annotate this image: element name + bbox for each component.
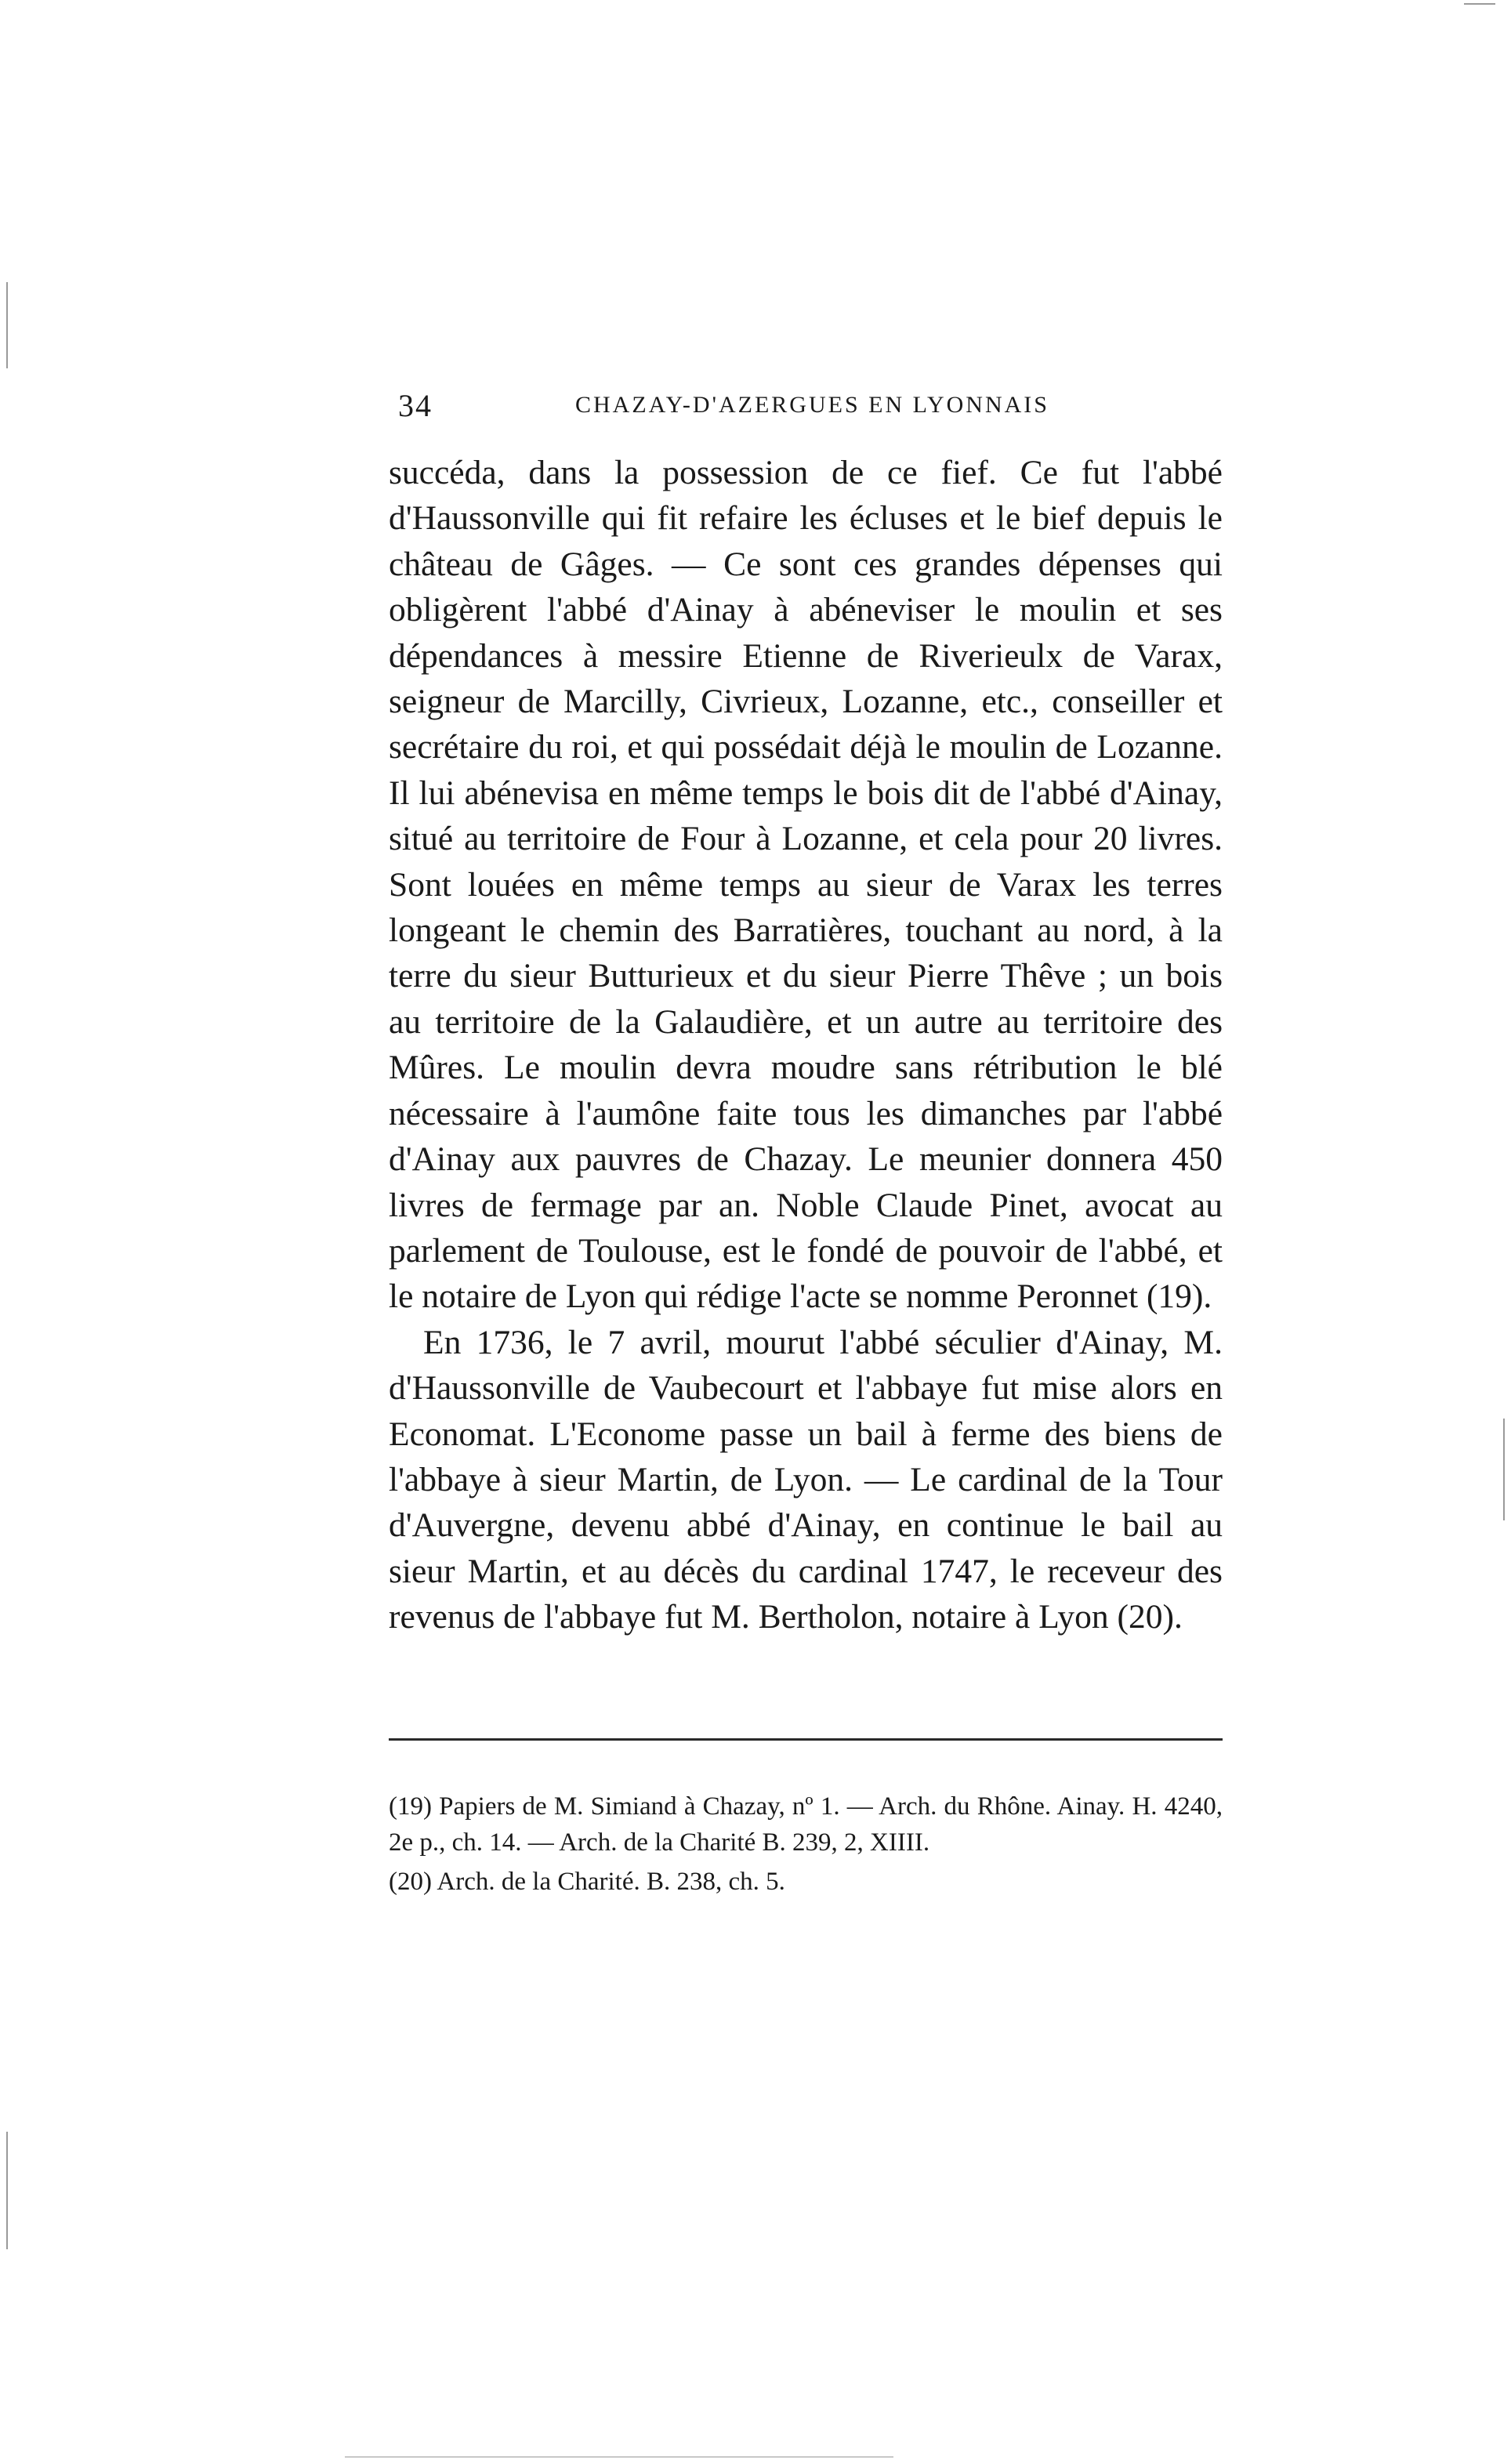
paragraph-2: En 1736, le 7 avril, mourut l'abbé séculier d'Ainay, M. d'Haussonville de Vaubecourt et l'abbaye fut mise alors en Economat. L'Econome passe un bail à ferme des biens de l'abbaye à sieur Martin, de Lyon. — Le cardinal de la Tour d'Auvergne, devenu abbé d'Ainay, en continue le bail au sieur Martin, et au décès du cardinal 1747, le receveur des revenus de l'abbaye fut M. Bertholon, notaire à Lyon (20).: [389, 1323, 1223, 1636]
running-head: CHAZAY-D'AZERGUES EN LYONNAIS: [575, 392, 1049, 418]
footnotes: [389, 1788, 1223, 1900]
footnote-19: (19) Papiers de M. Simiand à Chazay, nº 1. — Arch. du Rhône. Ainay. H. 4240, 2e p., ch. 14. — Arch. de la Charité B. 239, 2, XIIII.: [389, 1792, 1223, 1857]
footnote-20: (20) Arch. de la Charité. B. 238, ch. 5.: [389, 1868, 785, 1896]
page-header: [389, 387, 1223, 431]
body-text: [389, 450, 1223, 1640]
scan-edge-mark-bottom: [345, 2456, 893, 2458]
scan-edge-mark-right: [1503, 1419, 1505, 1520]
paragraph-1: succéda, dans la possession de ce fief. Ce fut l'abbé d'Haussonville qui fit refaire les écluses et le bief depuis le château de Gâges. — Ce sont ces grandes dépenses qui obligèrent l'abbé d'Ainay à abéneviser le moulin et ses dépendances à messire Etienne de Riverieulx de Varax, seigneur de Marcilly, Civrieux, Lozanne, etc., conseiller et secrétaire du roi, et qui possédait déjà le moulin de Lozanne. Il lui abénevisa en même temps le bois dit de l'abbé d'Ainay, situé au territoire de Four à Lozanne, et cela pour 20 livres. Sont louées en même temps au sieur de Varax les terres longeant le chemin des Barratières, touchant au nord, à la terre du sieur Butturieux et du sieur Pierre Thêve ; un bois au territoire de la Galaudière, et un autre au territoire des Mûres. Le moulin devra moudre sans rétribution le blé nécessaire à l'aumône faite tous les dimanches par l'abbé d'Ainay aux pauvres de Chazay. Le meunier donnera 450 livres de fermage par an. Noble Claude Pinet, avocat au parlement de Toulouse, est le fondé de pouvoir de l'abbé, et le notaire de Lyon qui rédige l'acte se nomme Peronnet (19).: [389, 454, 1223, 1316]
scan-edge-mark-left: [6, 282, 8, 368]
footnote-separator: [389, 1738, 1223, 1741]
scan-edge-mark-left-bottom: [6, 2132, 8, 2249]
scan-edge-mark-top: [1464, 3, 1495, 5]
page-number: 34: [398, 388, 433, 423]
